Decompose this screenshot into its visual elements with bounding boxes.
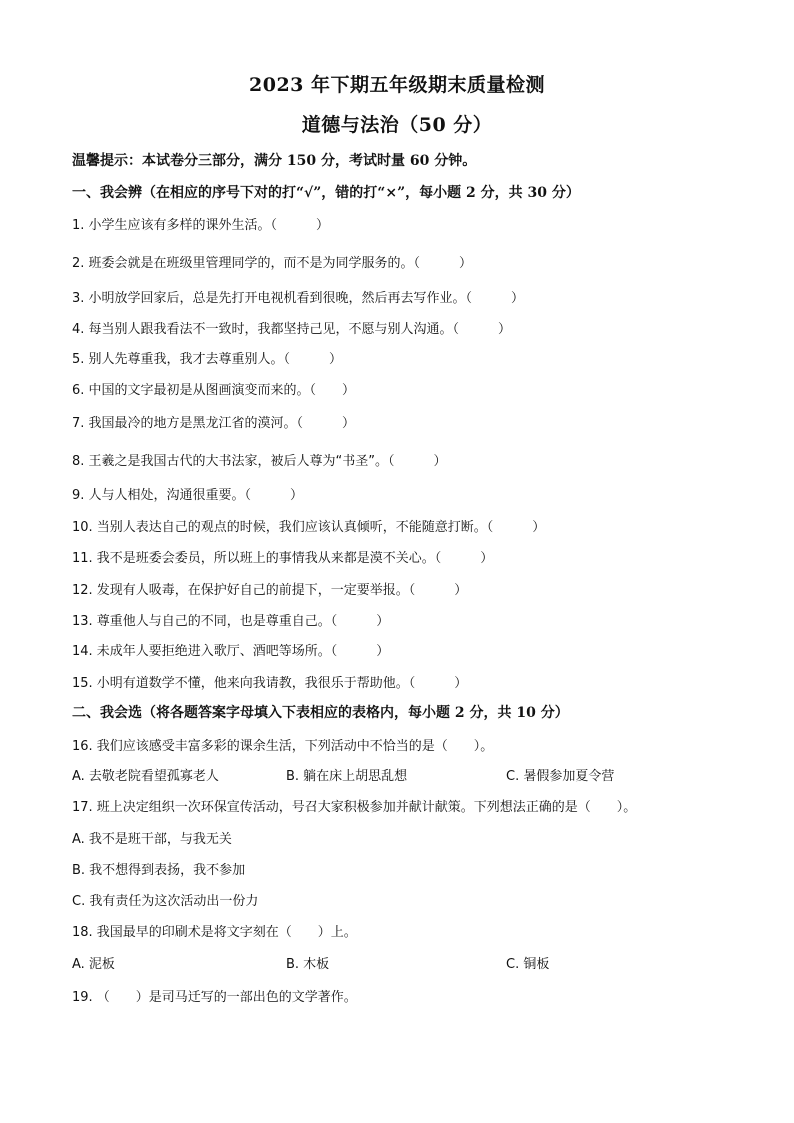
option-c: C. 暑假参加夏令营 bbox=[506, 769, 615, 784]
question-10: 10. 当别人表达自己的观点的时候，我们应该认真倾听，不能随意打断。（ ） bbox=[72, 520, 546, 535]
question-8: 8. 王羲之是我国古代的大书法家，被后人尊为“书圣”。（ ） bbox=[72, 454, 447, 469]
question-2: 2. 班委会就是在班级里管理同学的，而不是为同学服务的。（ ） bbox=[72, 256, 473, 271]
question-18: 18. 我国最早的印刷术是将文字刻在（ ）上。 bbox=[72, 925, 357, 940]
exam-subtitle: 道德与法治（50 分） bbox=[301, 114, 493, 136]
exam-note: 温馨提示：本试卷分三部分，满分 150 分，考试时量 60 分钟。 bbox=[72, 153, 477, 169]
question-17-option-c: C. 我有责任为这次活动出一份力 bbox=[72, 894, 259, 909]
question-5: 5. 别人先尊重我，我才去尊重别人。（ ） bbox=[72, 352, 343, 367]
question-6: 6. 中国的文字最初是从图画演变而来的。（ ） bbox=[72, 383, 356, 398]
question-1: 1. 小学生应该有多样的课外生活。（ ） bbox=[72, 218, 330, 233]
question-17-option-a: A. 我不是班干部，与我无关 bbox=[72, 832, 232, 847]
question-11: 11. 我不是班委会委员，所以班上的事情我从来都是漠不关心。（ ） bbox=[72, 551, 494, 566]
question-17: 17. 班上决定组织一次环保宣传活动，号召大家积极参加并献计献策。下列想法正确的是（ ）。 bbox=[72, 800, 637, 815]
option-a: A. 泥板 bbox=[72, 957, 115, 972]
option-c: C. 铜板 bbox=[506, 957, 550, 972]
section-1-heading: 一、我会辨（在相应的序号下对的打“√”，错的打“×”，每小题 2 分，共 30 分） bbox=[72, 185, 580, 201]
option-b: B. 躺在床上胡思乱想 bbox=[286, 769, 408, 784]
question-15: 15. 小明有道数学不懂，他来向我请教，我很乐于帮助他。（ ） bbox=[72, 676, 468, 691]
question-14: 14. 未成年人要拒绝进入歌厅、酒吧等场所。（ ） bbox=[72, 644, 390, 659]
section-2-heading: 二、我会选（将各题答案字母填入下表相应的表格内，每小题 2 分，共 10 分） bbox=[72, 705, 569, 721]
option-a: A. 去敬老院看望孤寡老人 bbox=[72, 769, 219, 784]
exam-title: 2023 年下期五年级期末质量检测 bbox=[249, 74, 545, 96]
question-9: 9. 人与人相处，沟通很重要。（ ） bbox=[72, 488, 304, 503]
question-3: 3. 小明放学回家后，总是先打开电视机看到很晚，然后再去写作业。（ ） bbox=[72, 291, 525, 306]
question-16: 16. 我们应该感受丰富多彩的课余生活，下列活动中不恰当的是（ ）。 bbox=[72, 739, 494, 754]
question-4: 4. 每当别人跟我看法不一致时，我都坚持己见，不愿与别人沟通。（ ） bbox=[72, 322, 512, 337]
question-19: 19. （ ）是司马迁写的一部出色的文学著作。 bbox=[72, 990, 357, 1005]
question-7: 7. 我国最冷的地方是黑龙江省的漠河。（ ） bbox=[72, 416, 356, 431]
question-12: 12. 发现有人吸毒，在保护好自己的前提下，一定要举报。（ ） bbox=[72, 583, 468, 598]
question-13: 13. 尊重他人与自己的不同，也是尊重自己。（ ） bbox=[72, 614, 390, 629]
option-b: B. 木板 bbox=[286, 957, 330, 972]
question-17-option-b: B. 我不想得到表扬，我不参加 bbox=[72, 863, 246, 878]
